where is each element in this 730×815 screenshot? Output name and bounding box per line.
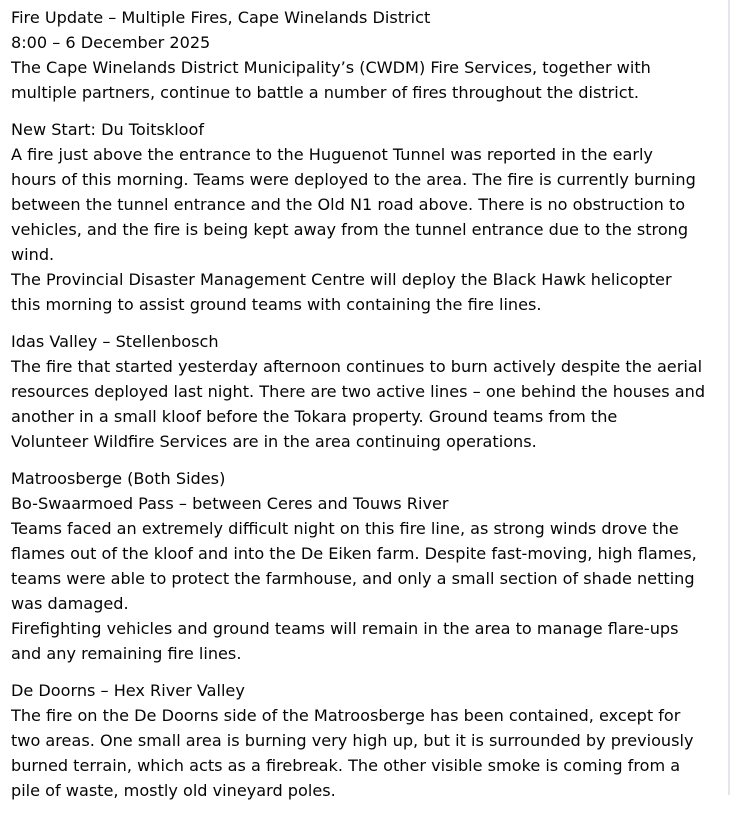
post-timestamp: 8:00 – 6 December 2025 <box>11 33 211 52</box>
text-line: resources deployed last night. There are two active lines – one behind the houses and <box>11 382 706 401</box>
text-line: Firefighting vehicles and ground teams will remain in the area to manage flare-ups <box>11 619 679 638</box>
text-line: two areas. One small area is burning very high up, but it is surrounded by previously <box>11 731 694 750</box>
paragraph-matroosberge <box>11 466 727 666</box>
text-line: burned terrain, which acts as a firebreak. The other visible smoke is coming from a <box>11 756 681 775</box>
section-heading: Matroosberge (Both Sides) <box>11 469 226 488</box>
text-line: The Cape Winelands District Municipality’s (CWDM) Fire Services, together with <box>11 58 651 77</box>
text-line: this morning to assist ground teams with containing the fire lines. <box>11 295 542 314</box>
text-line: Volunteer Wildfire Services are in the area continuing operations. <box>11 432 537 451</box>
text-line: vehicles, and the fire is being kept away from the tunnel entrance due to the strong <box>11 220 689 239</box>
paragraph-intro <box>11 5 727 105</box>
text-line: A fire just above the entrance to the Huguenot Tunnel was reported in the early <box>11 145 653 164</box>
text-line: another in a small kloof before the Tokara property. Ground teams from the <box>11 407 618 426</box>
text-line: teams were able to protect the farmhouse, and only a small section of shade netting <box>11 569 695 588</box>
text-line: multiple partners, continue to battle a number of fires throughout the district. <box>11 83 640 102</box>
text-line: Teams faced an extremely difficult night on this fire line, as strong winds drove the <box>11 519 679 538</box>
post-body <box>11 5 727 815</box>
section-heading: De Doorns – Hex River Valley <box>11 681 245 700</box>
text-line: pile of waste, mostly old vineyard poles. <box>11 781 336 800</box>
paragraph-du-toitskloof <box>11 117 727 317</box>
text-line: The fire that started yesterday afternoon continues to burn actively despite the aerial <box>11 357 703 376</box>
text-line: between the tunnel entrance and the Old N1 road above. There is no obstruction to <box>11 195 686 214</box>
section-heading: Idas Valley – Stellenbosch <box>11 332 219 351</box>
text-line: The fire on the De Doorns side of the Matroosberge has been contained, except for <box>11 706 681 725</box>
paragraph-idas-valley <box>11 329 727 454</box>
text-line: The Provincial Disaster Management Centre will deploy the Black Hawk helicopter <box>11 270 672 289</box>
section-heading: New Start: Du Toitskloof <box>11 120 205 139</box>
post-title: Fire Update – Multiple Fires, Cape Winelands District <box>11 8 431 27</box>
text-line: flames out of the kloof and into the De Eiken farm. Despite fast-moving, high flames, <box>11 544 697 563</box>
section-subheading: Bo-Swaarmoed Pass – between Ceres and Touws River <box>11 494 449 513</box>
text-line: wind. <box>11 245 55 264</box>
paragraph-de-doorns <box>11 678 727 803</box>
text-line: hours of this morning. Teams were deployed to the area. The fire is currently burning <box>11 170 696 189</box>
text-line: was damaged. <box>11 594 129 613</box>
text-line: and any remaining fire lines. <box>11 644 242 663</box>
